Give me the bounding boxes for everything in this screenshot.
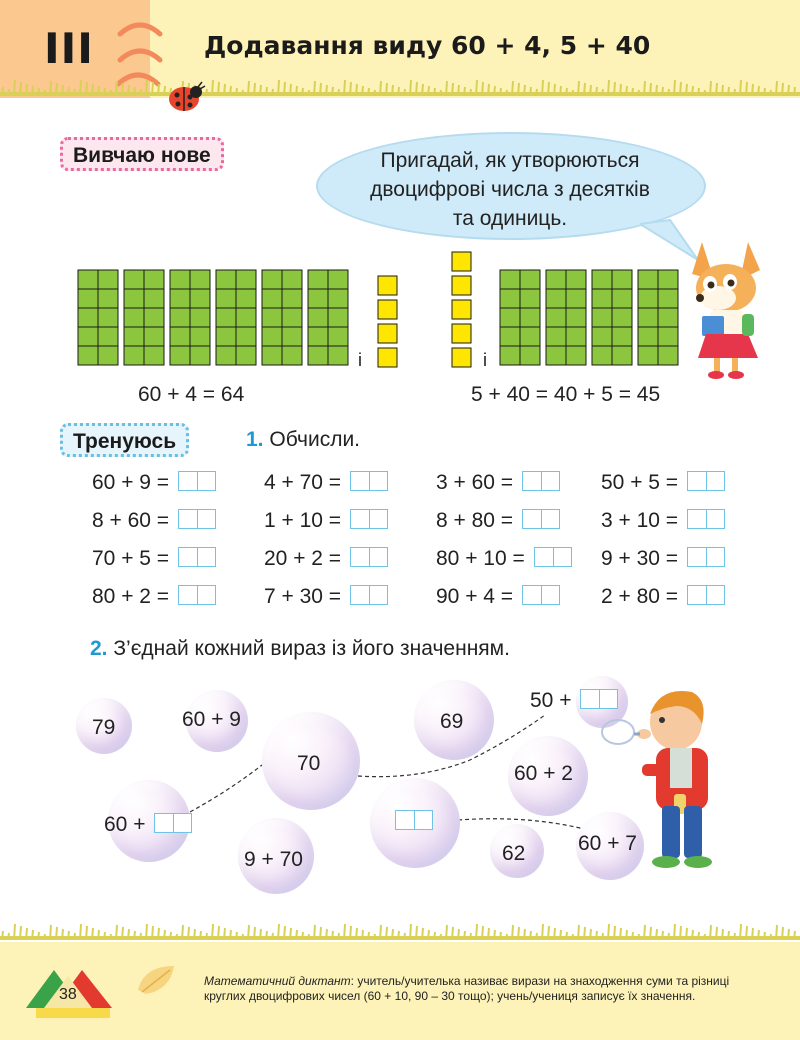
grass-blade <box>314 925 315 940</box>
grass-blade <box>284 926 285 940</box>
grass-blade <box>386 927 387 940</box>
grass-blade <box>764 932 765 940</box>
grass-blade <box>536 933 537 940</box>
grass-blade <box>122 927 123 940</box>
grass-blade <box>722 929 723 940</box>
grass-blade <box>632 932 633 940</box>
grass-blade <box>680 926 681 940</box>
grass-blade <box>164 930 165 940</box>
grass-blade <box>362 930 363 940</box>
grass-blade <box>116 925 117 940</box>
grass-blade <box>140 933 141 940</box>
grass-blade <box>152 926 153 940</box>
grass-blade <box>494 930 495 940</box>
grass-blade <box>698 932 699 940</box>
grass-blade <box>548 926 549 940</box>
bubble-label-62: 62 <box>502 842 526 865</box>
grass-blade <box>134 931 135 940</box>
grass-blade <box>218 926 219 940</box>
grass-blade <box>290 928 291 940</box>
grass-blade <box>230 930 231 940</box>
grass-blade <box>728 931 729 940</box>
grass-blade <box>434 932 435 940</box>
bubble-blank-answer <box>392 810 433 834</box>
chapter-numeral: III <box>44 24 94 73</box>
grass-blade <box>572 934 573 940</box>
grass-blade <box>158 928 159 940</box>
grass-blade <box>422 928 423 940</box>
teacher-note-title: Математичний диктант <box>204 974 351 988</box>
grass-blade <box>224 928 225 940</box>
grass-blade <box>608 924 609 940</box>
teacher-note-body: : учитель/учителька називає вирази на знаходження суми та різниці круглих двоцифрових чисел (60 + 10, 90 – 30 тощо); учень/учениця записує їх значення. <box>204 974 730 1003</box>
grass-blade <box>14 924 15 940</box>
grass-blade <box>716 927 717 940</box>
grass-blade <box>620 928 621 940</box>
bubble-line-1: Пригадай, як утворюються <box>380 149 640 172</box>
grass-blade <box>686 928 687 940</box>
grass-blade <box>650 927 651 940</box>
grass-blade <box>128 929 129 940</box>
expression: 4 + 70 = <box>264 471 342 494</box>
grass-blade <box>146 924 147 940</box>
expression: 80 + 10 = <box>436 547 525 570</box>
task-2-number: 2. <box>90 637 108 660</box>
expression: 2 + 80 = <box>601 585 679 608</box>
grass-blade <box>758 930 759 940</box>
bubble-label-9-plus-70: 9 + 70 <box>244 848 303 871</box>
expression: 50 + <box>530 689 572 712</box>
grass-blade <box>704 934 705 940</box>
grass-blade <box>20 926 21 940</box>
grass-blade <box>104 932 105 940</box>
grass-blade <box>746 926 747 940</box>
grass-blade <box>662 931 663 940</box>
grass-blade <box>476 924 477 940</box>
right-example-equation: 5 + 40 = 40 + 5 = 45 <box>471 383 661 406</box>
bubble-line-2: двоцифрові числа з десятків <box>370 178 650 201</box>
grass-blade <box>320 927 321 940</box>
expression: 70 + 5 = <box>92 547 170 570</box>
grass-blade <box>656 929 657 940</box>
bubble-label-60-plus-7: 60 + 7 <box>578 832 637 855</box>
grass-blade <box>302 932 303 940</box>
grass-blade <box>470 933 471 940</box>
grass-blade <box>206 933 207 940</box>
grass-blade <box>62 929 63 940</box>
bubble-line-3: та одиниць. <box>452 207 568 230</box>
grass-blade <box>200 931 201 940</box>
grass-blade <box>380 925 381 940</box>
grass-blade <box>770 934 771 940</box>
grass-blade <box>734 933 735 940</box>
grass-blade <box>752 928 753 940</box>
section-tag-practice: Тренуюсь <box>60 423 189 457</box>
bubble-label-69: 69 <box>440 710 464 733</box>
grass-blade <box>428 930 429 940</box>
grass-blade <box>644 925 645 940</box>
grass-blade <box>512 925 513 940</box>
grass-blade <box>500 932 501 940</box>
expression: 7 + 30 = <box>264 585 342 608</box>
grass-blade <box>176 934 177 940</box>
grass-blade <box>788 929 789 940</box>
grass-blade <box>74 933 75 940</box>
grass-blade <box>398 931 399 940</box>
expression: 90 + 4 = <box>436 585 514 608</box>
grass-blade <box>392 929 393 940</box>
answer-box[interactable] <box>154 813 192 833</box>
leaf-icon <box>134 960 180 1000</box>
grass-blade <box>374 934 375 940</box>
grass-blade <box>92 928 93 940</box>
grass-blade <box>566 932 567 940</box>
expression: 80 + 2 = <box>92 585 170 608</box>
grass-blade <box>8 933 9 940</box>
grass-blade <box>464 931 465 940</box>
grass-blade <box>776 925 777 940</box>
grass-blade <box>248 925 249 940</box>
task-1-number: 1. <box>246 428 264 451</box>
grass-blade <box>80 924 81 940</box>
grass-blade <box>674 924 675 940</box>
grass-blade <box>602 933 603 940</box>
grass-blade <box>266 931 267 940</box>
grass-blade <box>794 931 795 940</box>
grass-blade <box>254 927 255 940</box>
grass-blade <box>44 934 45 940</box>
grass-blade <box>626 930 627 940</box>
grass-blade <box>68 931 69 940</box>
grass-blade <box>2 931 3 940</box>
expression: 1 + 10 = <box>264 509 342 532</box>
grass-blade <box>710 925 711 940</box>
grass-blade <box>338 933 339 940</box>
expression: 9 + 30 = <box>601 547 679 570</box>
grass-blade <box>356 928 357 940</box>
grass-blade <box>326 929 327 940</box>
grass-blade <box>56 927 57 940</box>
grass-blade <box>578 925 579 940</box>
expression: 8 + 80 = <box>436 509 514 532</box>
grass-blade <box>416 926 417 940</box>
page-title: Додавання виду 60 + 4, 5 + 40 <box>204 31 651 60</box>
grass-blade <box>596 931 597 940</box>
grass-blade <box>614 926 615 940</box>
grass-blade <box>554 928 555 940</box>
grass-blade <box>86 926 87 940</box>
expression: 3 + 10 = <box>601 509 679 532</box>
grass-blade <box>410 924 411 940</box>
grass-blade <box>110 934 111 940</box>
grass-blade <box>182 925 183 940</box>
grass-blade <box>296 930 297 940</box>
grass-blade <box>440 934 441 940</box>
grass-blade <box>740 924 741 940</box>
expression: 8 + 60 = <box>92 509 170 532</box>
task-1-title: Обчисли. <box>269 428 361 451</box>
answer-box[interactable] <box>395 810 433 830</box>
grass-blade <box>278 924 279 940</box>
left-example-equation: 60 + 4 = 64 <box>138 383 245 406</box>
grass-blade <box>272 933 273 940</box>
grass-blade <box>236 932 237 940</box>
teacher-note <box>204 974 744 1004</box>
grass-blade <box>50 925 51 940</box>
grass-blade <box>212 924 213 940</box>
grass-blade <box>404 933 405 940</box>
grass-blade <box>332 931 333 940</box>
grass-blade <box>260 929 261 940</box>
left-example-joiner: і <box>358 350 362 370</box>
grass-blade <box>692 930 693 940</box>
expression: 60 + <box>104 813 146 836</box>
expression: 20 + 2 = <box>264 547 342 570</box>
grass-blade <box>452 927 453 940</box>
grass-blade <box>482 926 483 940</box>
grass-blade <box>194 929 195 940</box>
grass-blade <box>38 932 39 940</box>
grass-blade <box>26 928 27 940</box>
grass-blade <box>524 929 525 940</box>
grass-blade <box>782 927 783 940</box>
grass-blade <box>98 930 99 940</box>
grass-blade <box>560 930 561 940</box>
bubble-label-60-plus <box>104 813 192 837</box>
grass-blade <box>446 925 447 940</box>
grass-blade <box>542 924 543 940</box>
bubble-label-70: 70 <box>297 752 321 775</box>
boy-character-illustration <box>600 684 730 874</box>
grass-blade <box>668 933 669 940</box>
grass-border-bottom <box>0 922 800 952</box>
bubble-label-60-plus-2: 60 + 2 <box>514 762 573 785</box>
grass-blade <box>584 927 585 940</box>
right-example-joiner: і <box>483 350 487 370</box>
grass-blade <box>344 924 345 940</box>
page-number: 38 <box>59 986 77 1003</box>
grass-blade <box>458 929 459 940</box>
grass-blade <box>170 932 171 940</box>
section-tag-learn-new: Вивчаю нове <box>60 137 224 171</box>
grass-blade <box>590 929 591 940</box>
grass-blade <box>638 934 639 940</box>
grass-blade <box>32 930 33 940</box>
grass-blade <box>188 927 189 940</box>
expression: 3 + 60 = <box>436 471 514 494</box>
grass-blade <box>530 931 531 940</box>
grass-blade <box>488 928 489 940</box>
grass-blade <box>506 934 507 940</box>
expression: 60 + 9 = <box>92 471 170 494</box>
bubble-label-79: 79 <box>92 716 116 739</box>
task-2-title: З’єднай кожний вираз із його значенням. <box>113 637 510 660</box>
grass-blade <box>368 932 369 940</box>
expression: 50 + 5 = <box>601 471 679 494</box>
grass-blade <box>308 934 309 940</box>
grass-blade <box>518 927 519 940</box>
grass-blade <box>242 934 243 940</box>
grass-blade <box>350 926 351 940</box>
bubble-label-60-plus-9: 60 + 9 <box>182 708 241 731</box>
